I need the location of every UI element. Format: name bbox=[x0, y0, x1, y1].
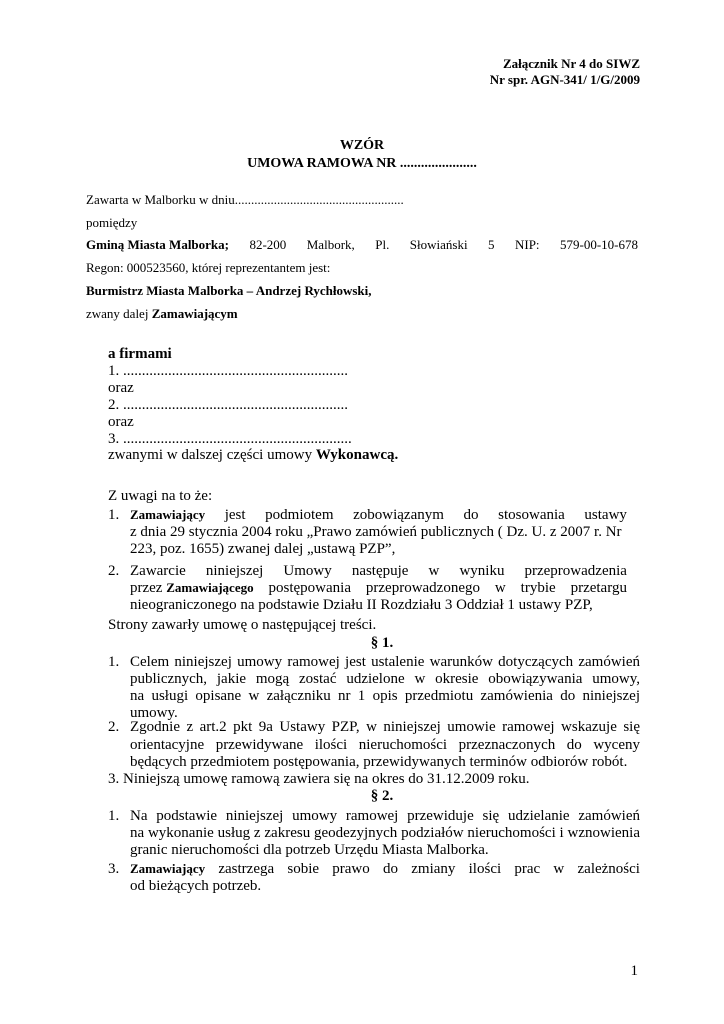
firms-heading: a firmami bbox=[108, 346, 172, 362]
word: w bbox=[553, 861, 565, 877]
word: jest bbox=[224, 507, 246, 523]
address-word: Słowiański bbox=[409, 237, 468, 252]
page-number: 1 bbox=[630, 963, 638, 979]
address-word: 5 bbox=[488, 237, 495, 252]
considering-item1-line3: 223, poz. 1655) zwanej dalej „ustawą PZP”, bbox=[130, 541, 396, 557]
oraz-2: oraz bbox=[108, 414, 134, 430]
word: zastrzega bbox=[218, 861, 275, 877]
word: przetargu bbox=[570, 580, 627, 596]
considering-item2-line2 bbox=[130, 580, 627, 597]
firm-line-3: 3. ............................................................. bbox=[108, 431, 352, 447]
s1-item3: 3. Niniejszą umowę ramową zawiera się na okres do 31.12.2009 roku. bbox=[108, 771, 530, 787]
word: następuje bbox=[351, 563, 409, 579]
word: podmiotem bbox=[265, 507, 334, 523]
agreed-line: Strony zawarły umowę o następującej treści. bbox=[108, 617, 377, 633]
firm-line-2: 2. ............................................................ bbox=[108, 397, 348, 413]
word: postępowania bbox=[268, 580, 351, 596]
burmistrz-line: Burmistrz Miasta Malborka – Andrzej Rychłowski, bbox=[86, 283, 372, 298]
word: zobowiązanym bbox=[353, 507, 444, 523]
word: Zawarcie bbox=[130, 563, 186, 579]
przez-zamawiajacego bbox=[130, 580, 254, 597]
word: trybie bbox=[520, 580, 556, 596]
s1-item1-line: Celem niniejszej umowy ramowej jest ustalenie warunków dotyczących zamówień bbox=[130, 654, 640, 670]
between-line: pomiędzy bbox=[86, 215, 138, 230]
s2-item1-last: granic nieruchomości dla potrzeb Urzędu Miasta Malborka. bbox=[130, 842, 489, 858]
gmina-name: Gminą Miasta Malborka; bbox=[86, 237, 229, 252]
title-agreement: UMOWA RAMOWA NR ...................... bbox=[247, 156, 477, 171]
section-2-heading: § 2. bbox=[370, 788, 394, 804]
word: ilości bbox=[468, 861, 502, 877]
word: do bbox=[463, 507, 479, 523]
word: Umowy bbox=[283, 563, 332, 579]
s1-item1-line: publicznych, jakie mogą zostać udzielone w okresie obowiązywania umowy, bbox=[130, 671, 640, 687]
firm-line-1: 1. ............................................................ bbox=[108, 363, 348, 379]
item-number: 1. bbox=[108, 808, 120, 824]
s2-item3-line2: od bieżących potrzeb. bbox=[130, 878, 262, 894]
word: zmiany bbox=[411, 861, 456, 877]
word: stosowania bbox=[498, 507, 565, 523]
called-bold: Wykonawcą. bbox=[315, 447, 399, 463]
item-number: 2. bbox=[108, 563, 120, 579]
attachment-label: Załącznik Nr 4 do SIWZ bbox=[502, 56, 640, 71]
s1-item1-last: umowy. bbox=[130, 705, 178, 721]
considering-lead: Z uwagi na to że: bbox=[108, 488, 213, 504]
word: sobie bbox=[287, 861, 320, 877]
s2-item1-line: na wykonanie usług z zakresu geodezyjnych podziałów nieruchomości i wznowienia bbox=[130, 825, 640, 841]
item-number: 3. bbox=[108, 861, 120, 877]
called-wykonawca-line bbox=[108, 447, 398, 464]
word: przeprowadzonego bbox=[365, 580, 481, 596]
s1-item1-line: na usługi opisane w załączniku nr 1 opis przedmiotu zamówienia do niniejszej bbox=[130, 688, 640, 704]
word: prac bbox=[514, 861, 541, 877]
word: w bbox=[494, 580, 506, 596]
case-number: Nr spr. AGN-341/ 1/G/2009 bbox=[489, 72, 640, 87]
word: w bbox=[428, 563, 440, 579]
s2-item1-line: Na podstawie niniejszej umowy ramowej przewiduje się udzielanie zamówień bbox=[130, 808, 640, 824]
address-word: Malbork, bbox=[306, 237, 355, 252]
address-word: 579-00-10-678 bbox=[560, 237, 638, 252]
item-number: 1. bbox=[108, 507, 120, 523]
word: ustawy bbox=[584, 507, 627, 523]
address-word: Pl. bbox=[375, 237, 390, 252]
called-prefix: zwanymi w dalszej części umowy bbox=[108, 447, 316, 463]
address-word: NIP: bbox=[514, 237, 540, 252]
word: prawo bbox=[332, 861, 370, 877]
called-prefix: zwany dalej bbox=[86, 306, 152, 321]
concluded-line: Zawarta w Malborku w dniu.................................................... bbox=[86, 192, 404, 207]
word: przez bbox=[130, 580, 167, 596]
called-bold: Zamawiającym bbox=[151, 306, 238, 321]
zamawiajacy-bold: Zamawiający bbox=[130, 507, 206, 522]
title-wzor: WZÓR bbox=[339, 138, 385, 153]
address-word: 82-200 bbox=[249, 237, 287, 252]
considering-item2-line1 bbox=[130, 563, 627, 580]
regon-line: Regon: 000523560, której reprezentantem jest: bbox=[86, 260, 331, 275]
section-1-heading: § 1. bbox=[370, 635, 394, 651]
word: przeprowadzenia bbox=[524, 563, 627, 579]
considering-item1-line1 bbox=[130, 507, 627, 524]
called-zamawiajacy-line bbox=[86, 306, 238, 322]
considering-item1-line2: z dnia 29 stycznia 2004 roku „Prawo zamówień publicznych ( Dz. U. z 2007 r. Nr bbox=[130, 524, 622, 540]
considering-item2-line3: nieograniczonego na podstawie Działu II Rozdziału 3 Oddział 1 ustawy PZP, bbox=[130, 597, 593, 613]
s1-item2-line: będących przedmiotem postępowania, przewidywanych terminów odbiorów robót. bbox=[130, 754, 628, 770]
gmina-line bbox=[86, 237, 638, 253]
oraz-1: oraz bbox=[108, 380, 134, 396]
item-number: 2. bbox=[108, 719, 120, 735]
item-number: 1. bbox=[108, 654, 120, 670]
s2-item3-line1 bbox=[130, 861, 640, 878]
word: zależności bbox=[577, 861, 640, 877]
zamawiajacego-bold: Zamawiającego bbox=[166, 580, 254, 595]
zamawiajacy-bold: Zamawiający bbox=[130, 861, 206, 876]
s1-item2-line: Zgodnie z art.2 pkt 9a Ustawy PZP, w niniejszej umowie ramowej wskazuje się bbox=[130, 719, 640, 735]
word: do bbox=[383, 861, 399, 877]
word: wyniku bbox=[459, 563, 505, 579]
word: niniejszej bbox=[205, 563, 264, 579]
s1-item2-line: orientacyjne przewidywane ilości nieruchomości przeznaczonych do wyceny bbox=[130, 737, 640, 753]
